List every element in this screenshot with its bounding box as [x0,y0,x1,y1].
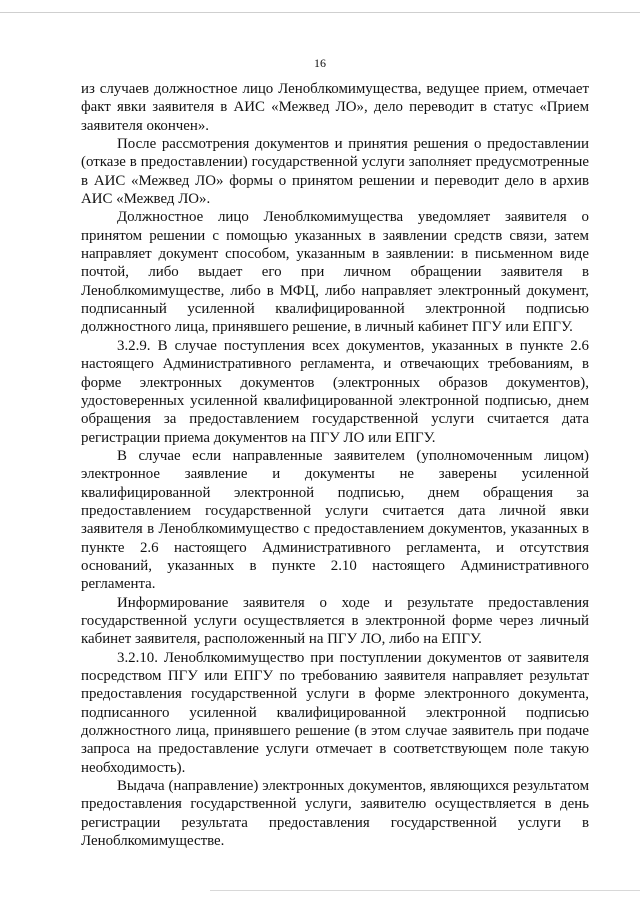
scan-bottom-edge [210,890,640,891]
paragraph-5: В случае если направленные заявителем (уполномоченным лицом) электронное заявление и документы не заверены усиленной квалифицированной электронной подписью, днем обращения за предоставлением государственной услуги считается дата личной явки заявителя в Леноблкомимущество с предоставлением документов, указанных в пункте 2.6 настоящего Административного регламента, и отсутствия оснований, указанных в пункте 2.10 настоящего Административного регламента. [81,447,589,593]
paragraph-4: 3.2.9. В случае поступления всех документов, указанных в пункте 2.6 настоящего Административного регламента, и отвечающих требованиям, в форме электронных документов (электронных образов документов), удостоверенных усиленной квалифицированной электронной подписью, днем обращения за предоставлением государственной услуги считается дата регистрации приема документов на ПГУ ЛО или ЕПГУ. [81,337,589,446]
document-body [81,80,589,850]
page-number: 16 [314,56,326,70]
scan-top-edge [0,12,640,13]
paragraph-8: Выдача (направление) электронных документов, являющихся результатом предоставления государственной услуги, заявителю осуществляется в день регистрации результата предоставления государственной услуги в Леноблкомимуществе. [81,778,589,850]
paragraph-3: Должностное лицо Леноблкомимущества уведомляет заявителя о принятом решении с помощью указанных в заявлении средств связи, затем направляет документ способом, указанным в заявлении: в письменном виде почтой, либо выдает его при личном обращении заявителя в Леноблкомимуществе, либо в МФЦ, либо направляет электронный документ, подписанный усиленной квалифицированной электронной подписью должностного лица, принявшего решение, в личный кабинет ПГУ или ЕПГУ. [81,209,589,336]
paragraph-2: После рассмотрения документов и принятия решения о предоставлении (отказе в предоставлении) государственной услуги заполняет предусмотренные в АИС «Межвед ЛО» формы о принятом решении и переводит дело в архив АИС «Межвед ЛО». [81,136,589,208]
paragraph-6: Информирование заявителя о ходе и результате предоставления государственной услуги осуществляется в электронной форме через личный кабинет заявителя, расположенный на ПГУ ЛО, либо на ЕПГУ. [81,594,589,648]
paragraph-1: из случаев должностное лицо Леноблкомимущества, ведущее прием, отмечает факт явки заявителя в АИС «Межвед ЛО», дело переводит в статус «Прием заявителя окончен». [81,81,589,134]
paragraph-7: 3.2.10. Леноблкомимущество при поступлении документов от заявителя посредством ПГУ или ЕПГУ по требованию заявителя направляет результат предоставления государственной услуги в форме электронного документа, подписанного усиленной квалифицированной электронной подписью должностного лица, принявшего решение (в этом случае заявитель при подаче запроса на предоставление услуги отмечает в соответствующем поле такую необходимость). [81,649,589,776]
